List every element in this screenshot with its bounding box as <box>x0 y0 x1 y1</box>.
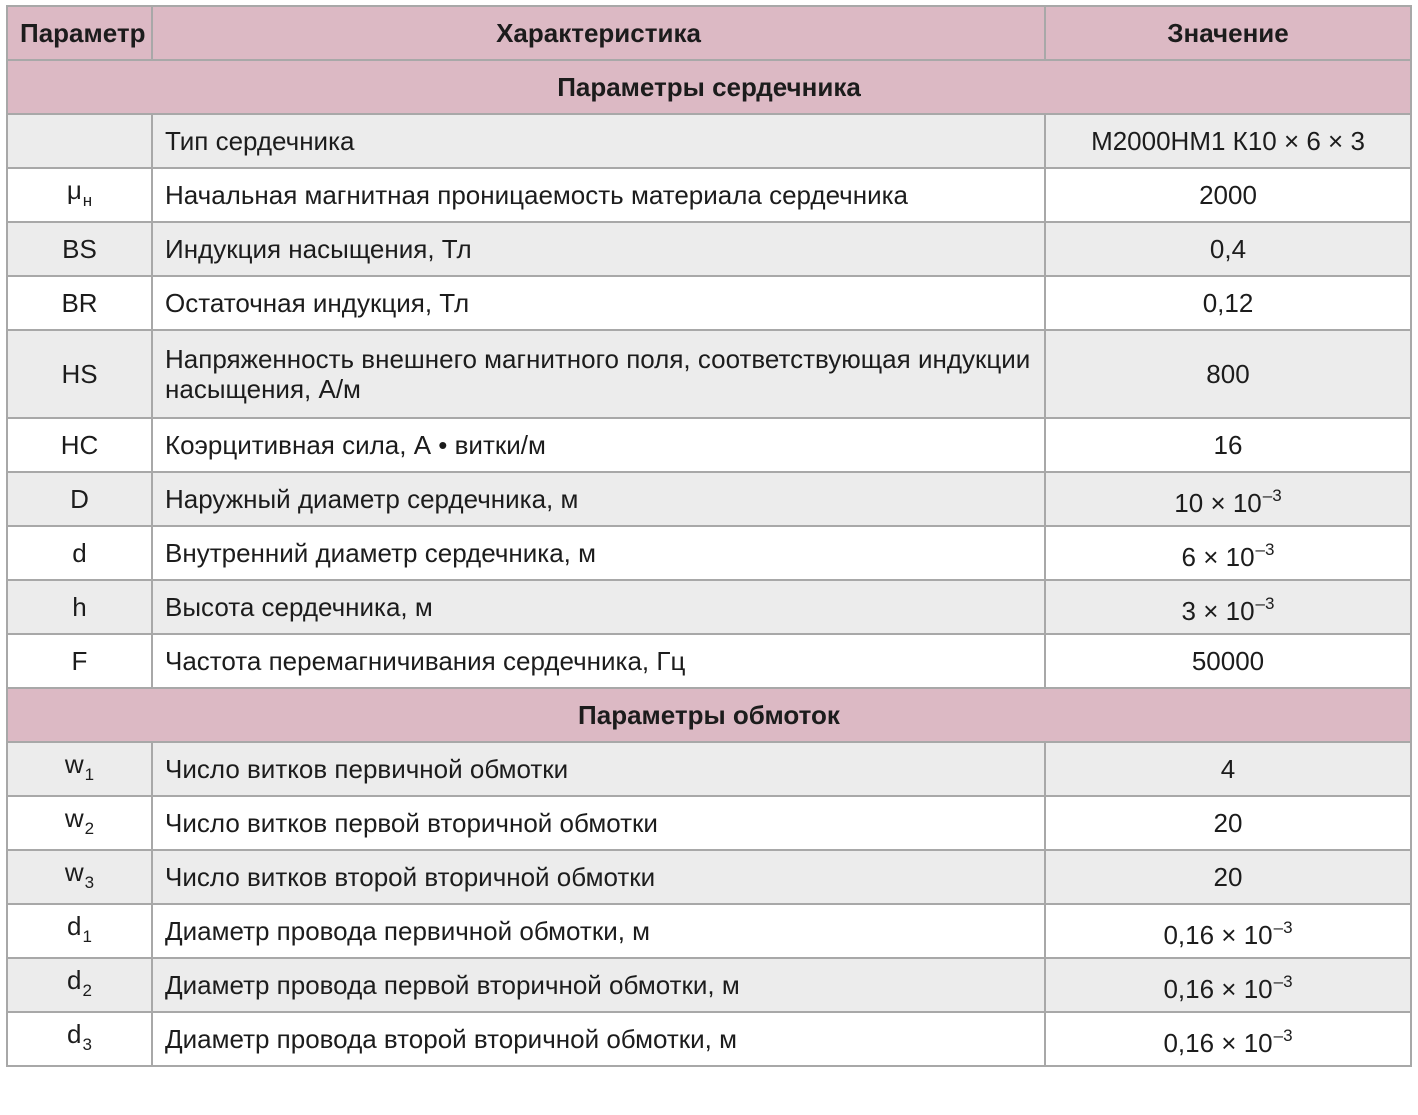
param-description: Коэрцитивная сила, А • витки/м <box>152 418 1045 472</box>
param-symbol <box>7 1012 152 1066</box>
param-description: Индукция насыщения, Тл <box>152 222 1045 276</box>
value-base: 0,16 × 10 <box>1163 973 1273 1004</box>
param-symbol <box>7 114 152 168</box>
value-base: 3 × 10 <box>1181 595 1255 626</box>
param-description: Высота сердечника, м <box>152 580 1045 634</box>
symbol-main: μ <box>66 174 82 205</box>
param-description: Диаметр провода второй вторичной обмотки, м <box>152 1012 1045 1066</box>
param-value <box>1045 958 1411 1012</box>
table-row <box>7 742 1411 796</box>
param-value <box>1045 526 1411 580</box>
symbol-subscript: 3 <box>84 872 95 892</box>
table-row <box>7 958 1411 1012</box>
param-symbol <box>7 742 152 796</box>
value-exponent: –3 <box>1262 485 1282 505</box>
symbol-main: w <box>64 856 84 887</box>
param-symbol: HC <box>7 418 152 472</box>
param-description: Число витков первой вторичной обмотки <box>152 796 1045 850</box>
param-symbol <box>7 796 152 850</box>
param-symbol: F <box>7 634 152 688</box>
param-value: 0,4 <box>1045 222 1411 276</box>
value-exponent: –3 <box>1273 1025 1293 1045</box>
table-row <box>7 472 1411 526</box>
table-row <box>7 222 1411 276</box>
param-symbol: HS <box>7 330 152 418</box>
symbol-subscript: 3 <box>82 1034 92 1054</box>
symbol-main: w <box>64 748 84 779</box>
header-value: Значение <box>1045 6 1411 60</box>
symbol-subscript: 1 <box>82 926 92 946</box>
param-description: Диаметр провода первой вторичной обмотки, м <box>152 958 1045 1012</box>
param-description: Тип сердечника <box>152 114 1045 168</box>
value-exponent: –3 <box>1273 971 1293 991</box>
param-description: Наружный диаметр сердечника, м <box>152 472 1045 526</box>
parameters-table <box>6 5 1412 1067</box>
value-base: 10 × 10 <box>1174 487 1262 518</box>
param-description: Внутренний диаметр сердечника, м <box>152 526 1045 580</box>
param-symbol: BS <box>7 222 152 276</box>
section-core <box>7 60 1411 114</box>
symbol-main: d <box>67 964 82 995</box>
param-value: 20 <box>1045 850 1411 904</box>
table-row <box>7 276 1411 330</box>
param-symbol <box>7 168 152 222</box>
param-value <box>1045 580 1411 634</box>
symbol-subscript: 2 <box>84 818 95 838</box>
param-description: Начальная магнитная проницаемость материала сердечника <box>152 168 1045 222</box>
param-value: 4 <box>1045 742 1411 796</box>
section-windings-title: Параметры обмоток <box>7 688 1411 742</box>
symbol-main: d <box>67 1018 82 1049</box>
param-description: Число витков второй вторичной обмотки <box>152 850 1045 904</box>
symbol-main: d <box>67 910 82 941</box>
table-row <box>7 580 1411 634</box>
param-value: 800 <box>1045 330 1411 418</box>
param-symbol <box>7 904 152 958</box>
param-description: Остаточная индукция, Тл <box>152 276 1045 330</box>
value-exponent: –3 <box>1255 539 1275 559</box>
param-symbol: BR <box>7 276 152 330</box>
section-windings <box>7 688 1411 742</box>
param-description: Число витков первичной обмотки <box>152 742 1045 796</box>
table-row <box>7 330 1411 418</box>
symbol-subscript: 1 <box>84 764 95 784</box>
param-description: Напряженность внешнего магнитного поля, соответствующая индукции насыщения, А/м <box>152 330 1045 418</box>
value-base: 6 × 10 <box>1181 541 1255 572</box>
table-row <box>7 114 1411 168</box>
symbol-subscript: 2 <box>82 980 92 1000</box>
table-row <box>7 168 1411 222</box>
table-row <box>7 796 1411 850</box>
param-description: Диаметр провода первичной обмотки, м <box>152 904 1045 958</box>
param-value: 16 <box>1045 418 1411 472</box>
param-symbol <box>7 850 152 904</box>
param-value <box>1045 904 1411 958</box>
header-param: Параметр <box>7 6 152 60</box>
table-row <box>7 850 1411 904</box>
section-core-title: Параметры сердечника <box>7 60 1411 114</box>
param-value: М2000НМ1 К10 × 6 × 3 <box>1045 114 1411 168</box>
table-row <box>7 526 1411 580</box>
header-row <box>7 6 1411 60</box>
param-symbol <box>7 958 152 1012</box>
param-symbol: D <box>7 472 152 526</box>
param-value <box>1045 1012 1411 1066</box>
table-row <box>7 634 1411 688</box>
param-value: 0,12 <box>1045 276 1411 330</box>
table-row <box>7 904 1411 958</box>
header-characteristic: Характеристика <box>152 6 1045 60</box>
param-value: 50000 <box>1045 634 1411 688</box>
param-symbol: d <box>7 526 152 580</box>
value-base: 0,16 × 10 <box>1163 1027 1273 1058</box>
param-value: 20 <box>1045 796 1411 850</box>
param-description: Частота перемагничивания сердечника, Гц <box>152 634 1045 688</box>
param-value <box>1045 472 1411 526</box>
value-exponent: –3 <box>1255 593 1275 613</box>
symbol-main: w <box>64 802 84 833</box>
symbol-subscript: н <box>82 190 93 210</box>
table-row <box>7 418 1411 472</box>
value-base: 0,16 × 10 <box>1163 919 1273 950</box>
param-value: 2000 <box>1045 168 1411 222</box>
table-row <box>7 1012 1411 1066</box>
value-exponent: –3 <box>1273 917 1293 937</box>
param-symbol: h <box>7 580 152 634</box>
